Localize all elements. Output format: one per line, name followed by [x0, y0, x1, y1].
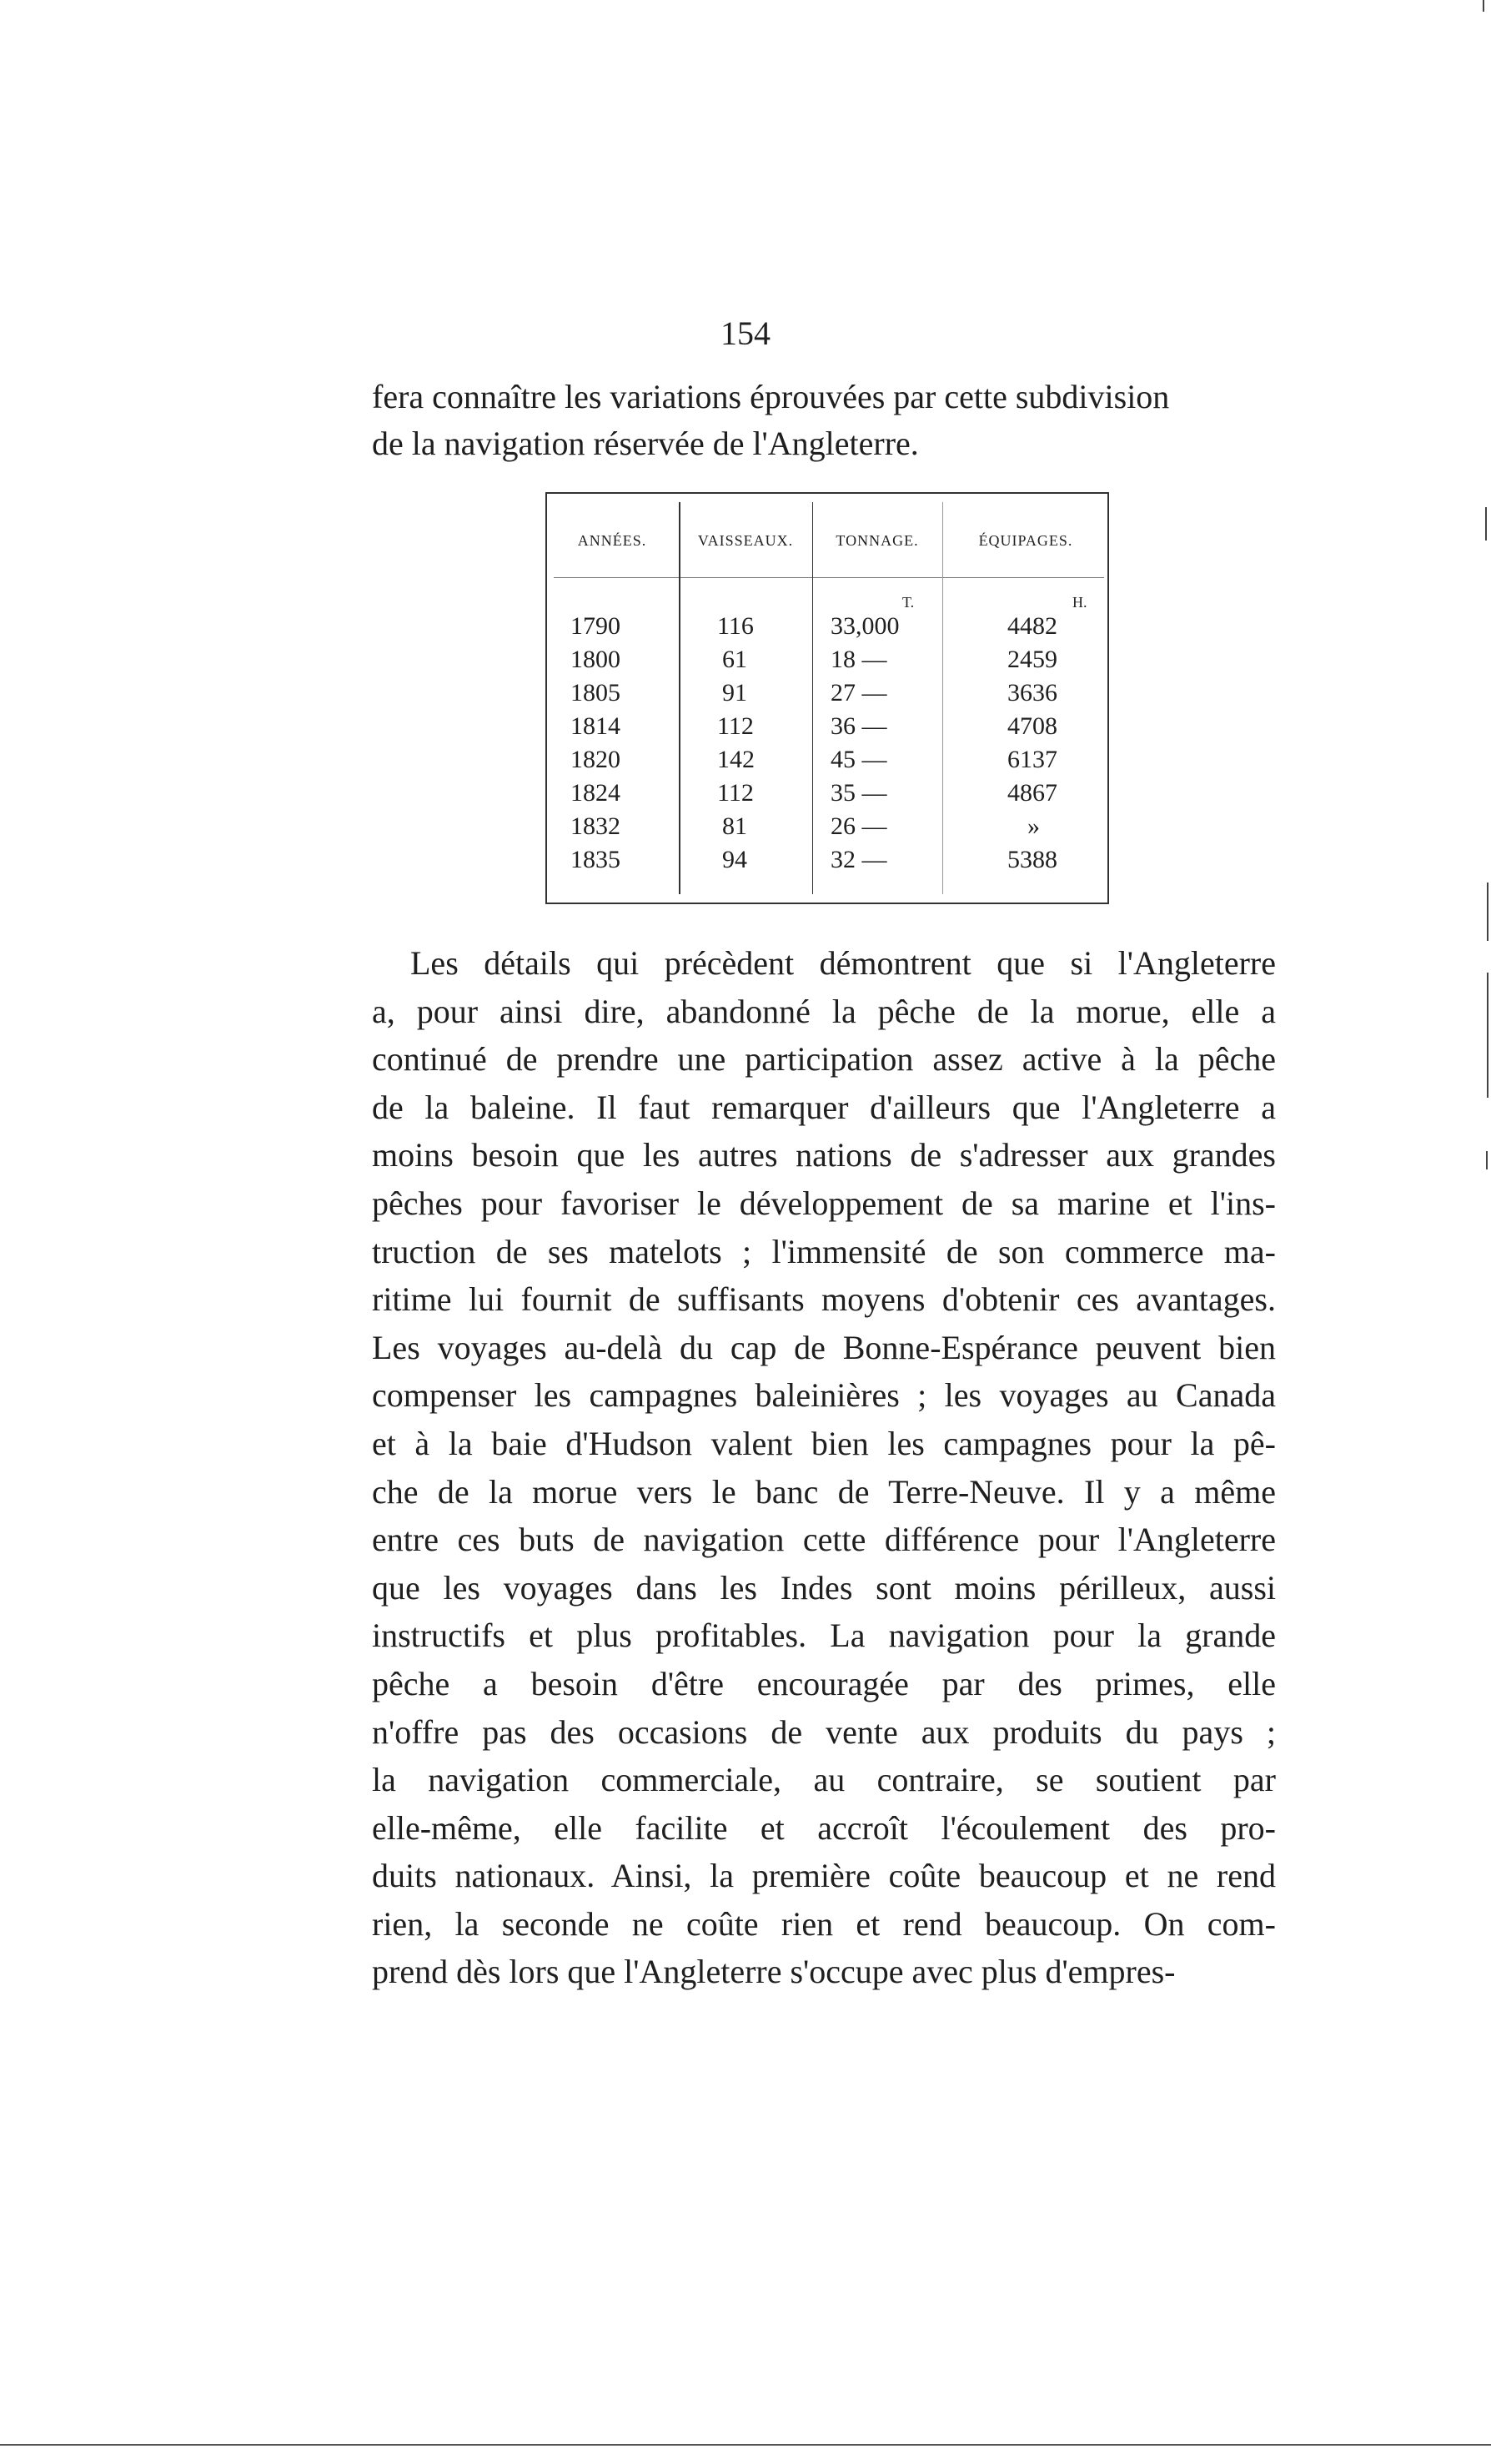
- paragraph-line: prend dès lors que l'Angleterre s'occupe avec plus d'empres-: [372, 1953, 1176, 1991]
- cell-equipages: 4867: [1007, 779, 1057, 807]
- paragraph-line: pêche a besoin d'être encouragée par des primes, elle: [372, 1664, 1276, 1702]
- intro-line: fera connaître les variations éprouvées par cette subdivision: [372, 378, 1170, 415]
- paragraph-line: pêches pour favoriser le développement de sa marine et l'ins-: [372, 1184, 1276, 1222]
- paragraph-line: a, pour ainsi dire, abandonné la pêche de la morue, elle a: [372, 992, 1276, 1030]
- column-divider: [942, 502, 943, 894]
- paragraph-line: rien, la seconde ne coûte rien et rend beaucoup. On com-: [372, 1904, 1276, 1943]
- scan-bottom-rule: [0, 2444, 1491, 2446]
- cell-equipages: 3636: [1007, 679, 1057, 707]
- scan-mark: [1487, 973, 1488, 1098]
- paragraph-line: duits nationaux. Ainsi, la première coûte beaucoup et ne rend: [372, 1857, 1276, 1895]
- cell-annee: 1790: [570, 612, 620, 640]
- header-vaisseaux: VAISSEAUX.: [697, 532, 794, 549]
- scan-mark: [1486, 1151, 1488, 1169]
- table-header-rule: [554, 577, 1104, 578]
- cell-annee: 1835: [570, 846, 620, 873]
- cell-vaisseaux: 112: [717, 779, 754, 807]
- scan-mark: [1483, 0, 1484, 12]
- cell-annee: 1820: [570, 746, 620, 773]
- paragraph-line: n'offre pas des occasions de vente aux produits du pays ;: [372, 1712, 1276, 1751]
- cell-annee: 1832: [570, 812, 620, 840]
- paragraph-line: elle-même, elle facilite et accroît l'écoulement des pro-: [372, 1808, 1276, 1847]
- header-annees: ANNÉES.: [577, 532, 647, 549]
- cell-equipages: 5388: [1007, 846, 1057, 873]
- column-divider: [812, 502, 813, 894]
- cell-tonnage: 45 —: [831, 746, 887, 773]
- cell-tonnage: 33,000: [831, 612, 900, 640]
- paragraph-line: continué de prendre une participation assez active à la pêche: [372, 1040, 1276, 1079]
- paragraph-line: truction de ses matelots ; l'immensité de son commerce ma-: [372, 1232, 1276, 1270]
- paragraph-line: moins besoin que les autres nations de s'adresser aux grandes: [372, 1136, 1276, 1174]
- cell-vaisseaux: 81: [722, 812, 747, 840]
- scan-mark: [1487, 883, 1488, 941]
- cell-annee: 1824: [570, 779, 620, 807]
- cell-annee: 1800: [570, 646, 620, 673]
- cell-tonnage: 36 —: [831, 712, 887, 740]
- table-top-rule: [545, 492, 1109, 494]
- table-bottom-rule: [545, 903, 1109, 904]
- cell-vaisseaux: 94: [722, 846, 747, 873]
- cell-equipages: 2459: [1007, 646, 1057, 673]
- intro-line: de la navigation réservée de l'Angleterre.: [372, 425, 919, 462]
- unit-equipages: H.: [1072, 594, 1087, 611]
- paragraph-line: la navigation commerciale, au contraire, se soutient par: [372, 1761, 1276, 1799]
- cell-equipages: 4708: [1007, 712, 1057, 740]
- cell-vaisseaux: 61: [722, 646, 747, 673]
- scan-mark: [1485, 507, 1487, 541]
- page-number: 154: [720, 314, 771, 352]
- column-divider: [679, 502, 680, 894]
- cell-tonnage: 35 —: [831, 779, 887, 807]
- cell-tonnage: 18 —: [831, 646, 887, 673]
- paragraph-line: que les voyages dans les Indes sont moins périlleux, aussi: [372, 1568, 1276, 1607]
- table-right-rule: [1107, 492, 1109, 904]
- header-equipages: ÉQUIPAGES.: [978, 532, 1073, 549]
- cell-equipages: 4482: [1007, 612, 1057, 640]
- cell-tonnage: 27 —: [831, 679, 887, 707]
- paragraph-line: instructifs et plus profitables. La navigation pour la grande: [372, 1617, 1276, 1655]
- cell-equipages: »: [1027, 812, 1040, 840]
- paragraph-line: de la baleine. Il faut remarquer d'ailleurs que l'Angleterre a: [372, 1088, 1276, 1126]
- cell-tonnage: 26 —: [831, 812, 887, 840]
- paragraph-line: ritime lui fournit de suffisants moyens d'obtenir ces avantages.: [372, 1280, 1276, 1319]
- table-left-rule: [545, 492, 547, 904]
- cell-annee: 1805: [570, 679, 620, 707]
- cell-equipages: 6137: [1007, 746, 1057, 773]
- paragraph-line: che de la morue vers le banc de Terre-Neuve. Il y a même: [372, 1472, 1276, 1511]
- paragraph-line: Les voyages au-delà du cap de Bonne-Espérance peuvent bien: [372, 1328, 1276, 1366]
- statistics-table: [545, 492, 1109, 904]
- main-paragraph: [372, 939, 1276, 1996]
- cell-vaisseaux: 116: [717, 612, 754, 640]
- cell-vaisseaux: 142: [717, 746, 755, 773]
- paragraph-line: entre ces buts de navigation cette différence pour l'Angleterre: [372, 1521, 1276, 1559]
- cell-annee: 1814: [570, 712, 620, 740]
- header-tonnage: TONNAGE.: [836, 532, 919, 549]
- paragraph-line: Les détails qui précèdent démontrent que si l'Angleterre: [410, 944, 1276, 982]
- cell-vaisseaux: 112: [717, 712, 754, 740]
- paragraph-line: compenser les campagnes baleinières ; les voyages au Canada: [372, 1376, 1276, 1415]
- cell-vaisseaux: 91: [722, 679, 747, 707]
- intro-text: [372, 374, 1289, 467]
- unit-tonnage: T.: [902, 594, 915, 611]
- cell-tonnage: 32 —: [831, 846, 887, 873]
- paragraph-line: et à la baie d'Hudson valent bien les campagnes pour la pê-: [372, 1424, 1276, 1462]
